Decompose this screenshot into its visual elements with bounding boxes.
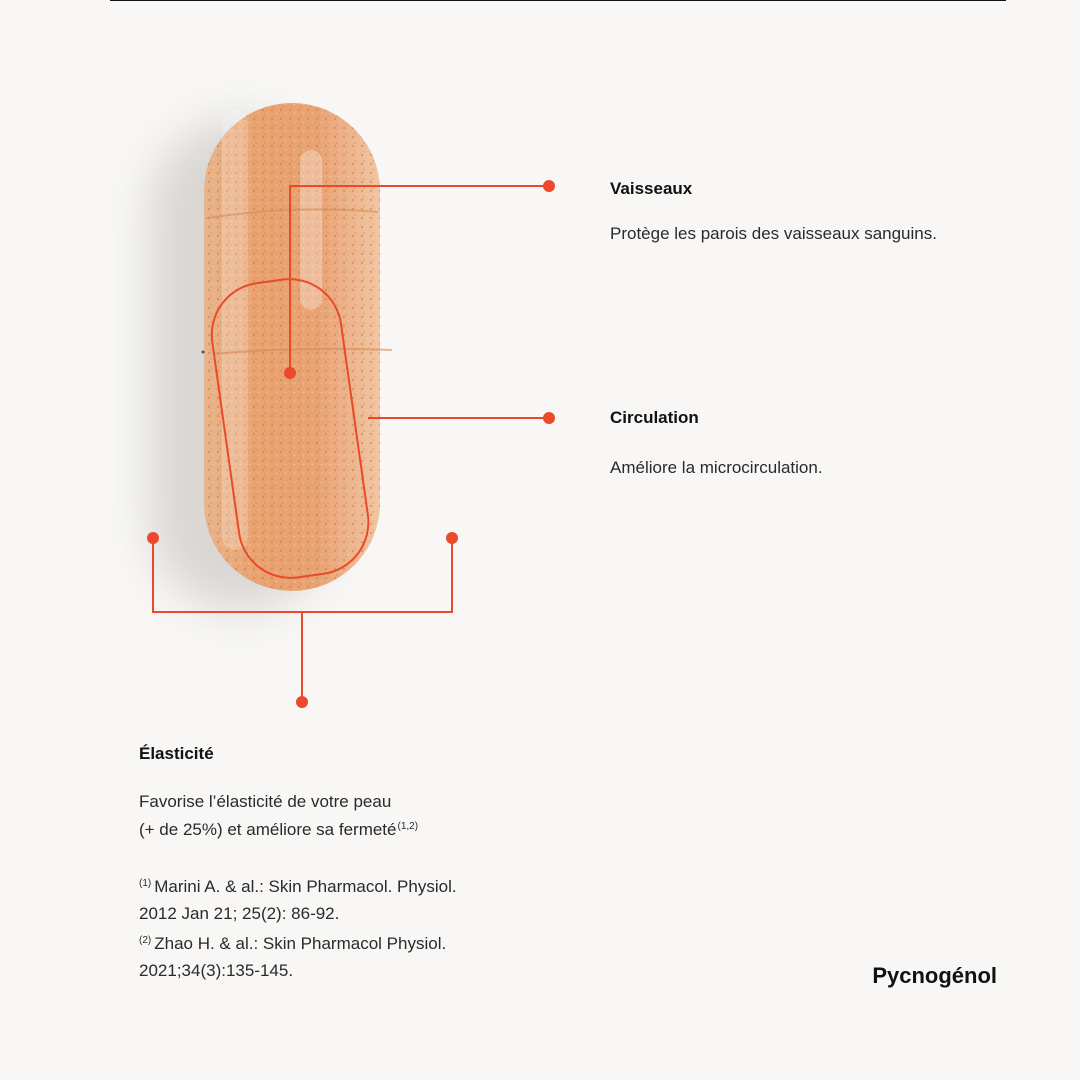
reference-2-line-2: 2021;34(3):135-145.: [139, 961, 294, 980]
reference-2-marker: (2): [139, 935, 152, 946]
vaisseaux-title: Vaisseaux: [610, 179, 693, 198]
elasticite-description: [139, 789, 421, 842]
capsule: [202, 103, 393, 591]
elasticite-title: Élasticité: [139, 744, 214, 763]
reference-1-line-1: [139, 870, 457, 900]
reference-1-text-1: Marini A. & al.: Skin Pharmacol. Physiol.: [154, 877, 457, 896]
references: [139, 870, 457, 984]
reference-2-line-1: [139, 927, 457, 957]
reference-1-marker: (1): [139, 878, 152, 889]
reference-2-text-1: Zhao H. & al.: Skin Pharmacol Physiol.: [154, 934, 447, 953]
circulation-title: Circulation: [610, 408, 699, 427]
brand-name: Pycnogénol: [872, 963, 997, 988]
elasticite-citation-marker: (1,2): [397, 821, 419, 832]
reference-1-line-2: 2012 Jan 21; 25(2): 86-92.: [139, 904, 340, 923]
elasticite-description-line-1: Favorise l’élasticité de votre peau: [139, 792, 392, 811]
vaisseaux-description: Protège les parois des vaisseaux sanguins.: [610, 224, 937, 243]
circulation-description: Améliore la microcirculation.: [610, 458, 823, 477]
elasticite-description-line-2-text: (+ de 25%) et améliore sa fermeté: [139, 820, 397, 839]
elasticite-description-line-2: [139, 814, 421, 842]
